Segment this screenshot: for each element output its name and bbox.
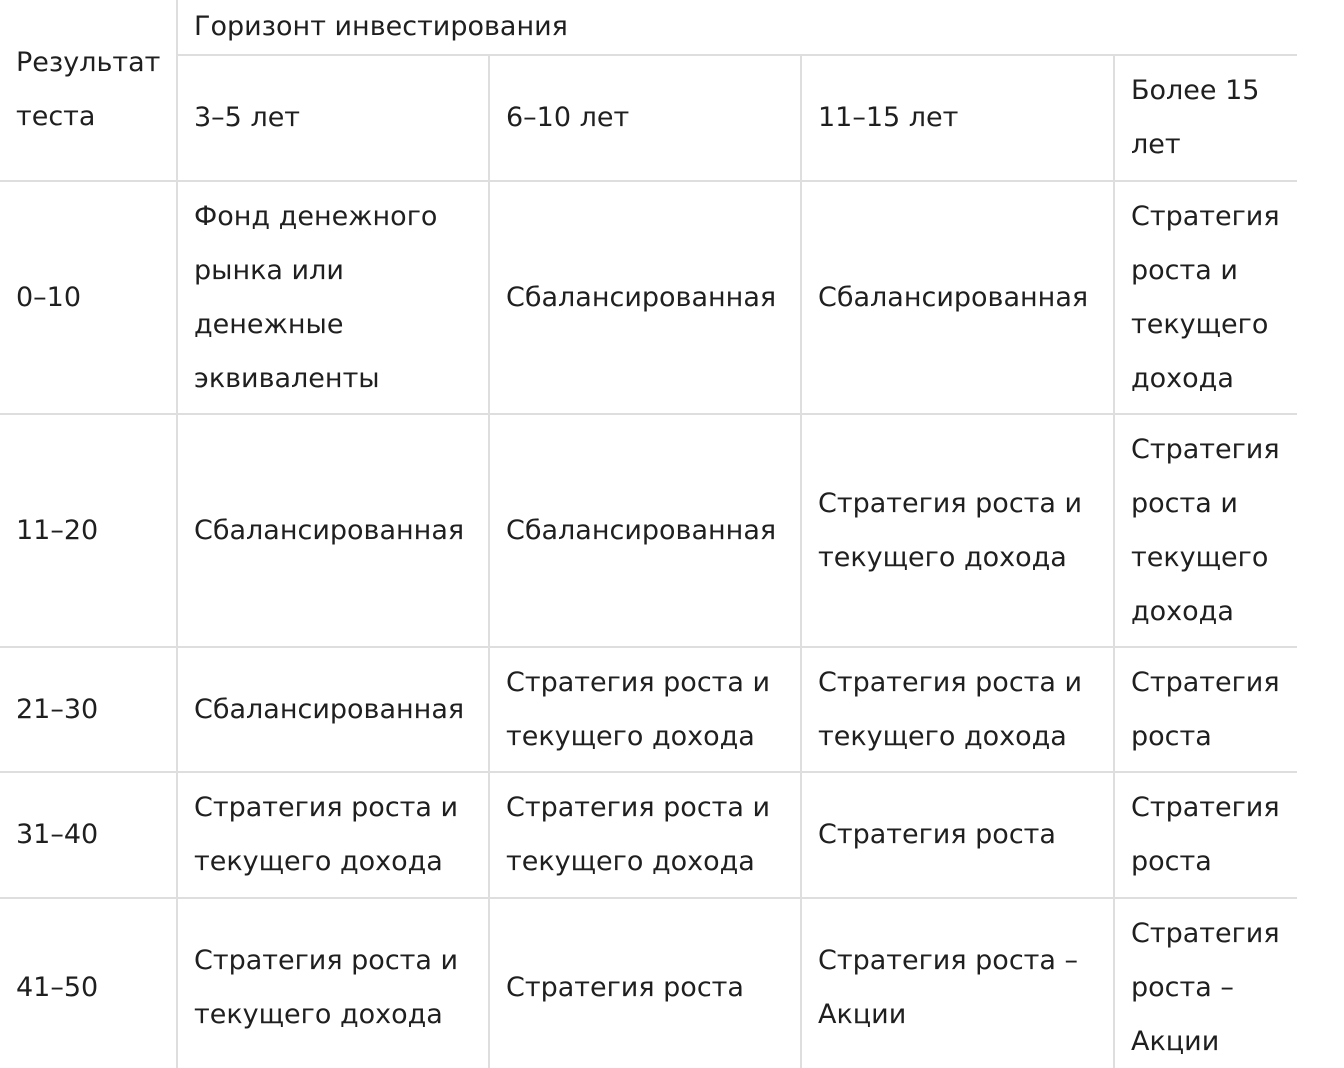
table-cell: Сбалансированная [489,414,801,647]
table-cell: Стратегия роста [1114,647,1297,772]
table-cell: Стратегия роста [489,898,801,1068]
table-cell: Стратегия роста – Акции [1114,898,1297,1068]
header-row-periods [0,55,1297,181]
header-period-11-15: 11–15 лет [801,55,1114,181]
header-result: Результат теста [0,0,177,181]
table-cell: Стратегия роста [1114,772,1297,898]
header-horizon: Горизонт инвестирования [177,0,1297,55]
table-cell: Стратегия роста [801,772,1114,898]
table-cell: Стратегия роста и текущего дохода [177,898,489,1068]
table-cell: Сбалансированная [177,414,489,647]
table-row [0,181,1297,414]
table-cell: Стратегия роста и текущего дохода [1114,181,1297,414]
row-range: 31–40 [0,772,177,898]
table-cell: Стратегия роста и текущего дохода [489,772,801,898]
table-cell: Стратегия роста и текущего дохода [177,772,489,898]
row-range: 21–30 [0,647,177,772]
header-period-15-plus: Более 15 лет [1114,55,1297,181]
header-period-6-10: 6–10 лет [489,55,801,181]
table-row [0,414,1297,647]
table-cell: Стратегия роста и текущего дохода [489,647,801,772]
table-row [0,898,1297,1068]
header-row-horizon [0,0,1297,55]
row-range: 0–10 [0,181,177,414]
table-cell: Фонд денежного рынка или денежные эквиваленты [177,181,489,414]
row-range: 41–50 [0,898,177,1068]
table-cell: Стратегия роста и текущего дохода [1114,414,1297,647]
table-cell: Стратегия роста – Акции [801,898,1114,1068]
table-cell: Стратегия роста и текущего дохода [801,647,1114,772]
table-row [0,772,1297,898]
table-cell: Сбалансированная [489,181,801,414]
row-range: 11–20 [0,414,177,647]
table-cell: Сбалансированная [801,181,1114,414]
table-cell: Сбалансированная [177,647,489,772]
table-cell: Стратегия роста и текущего дохода [801,414,1114,647]
header-period-3-5: 3–5 лет [177,55,489,181]
table-row [0,647,1297,772]
